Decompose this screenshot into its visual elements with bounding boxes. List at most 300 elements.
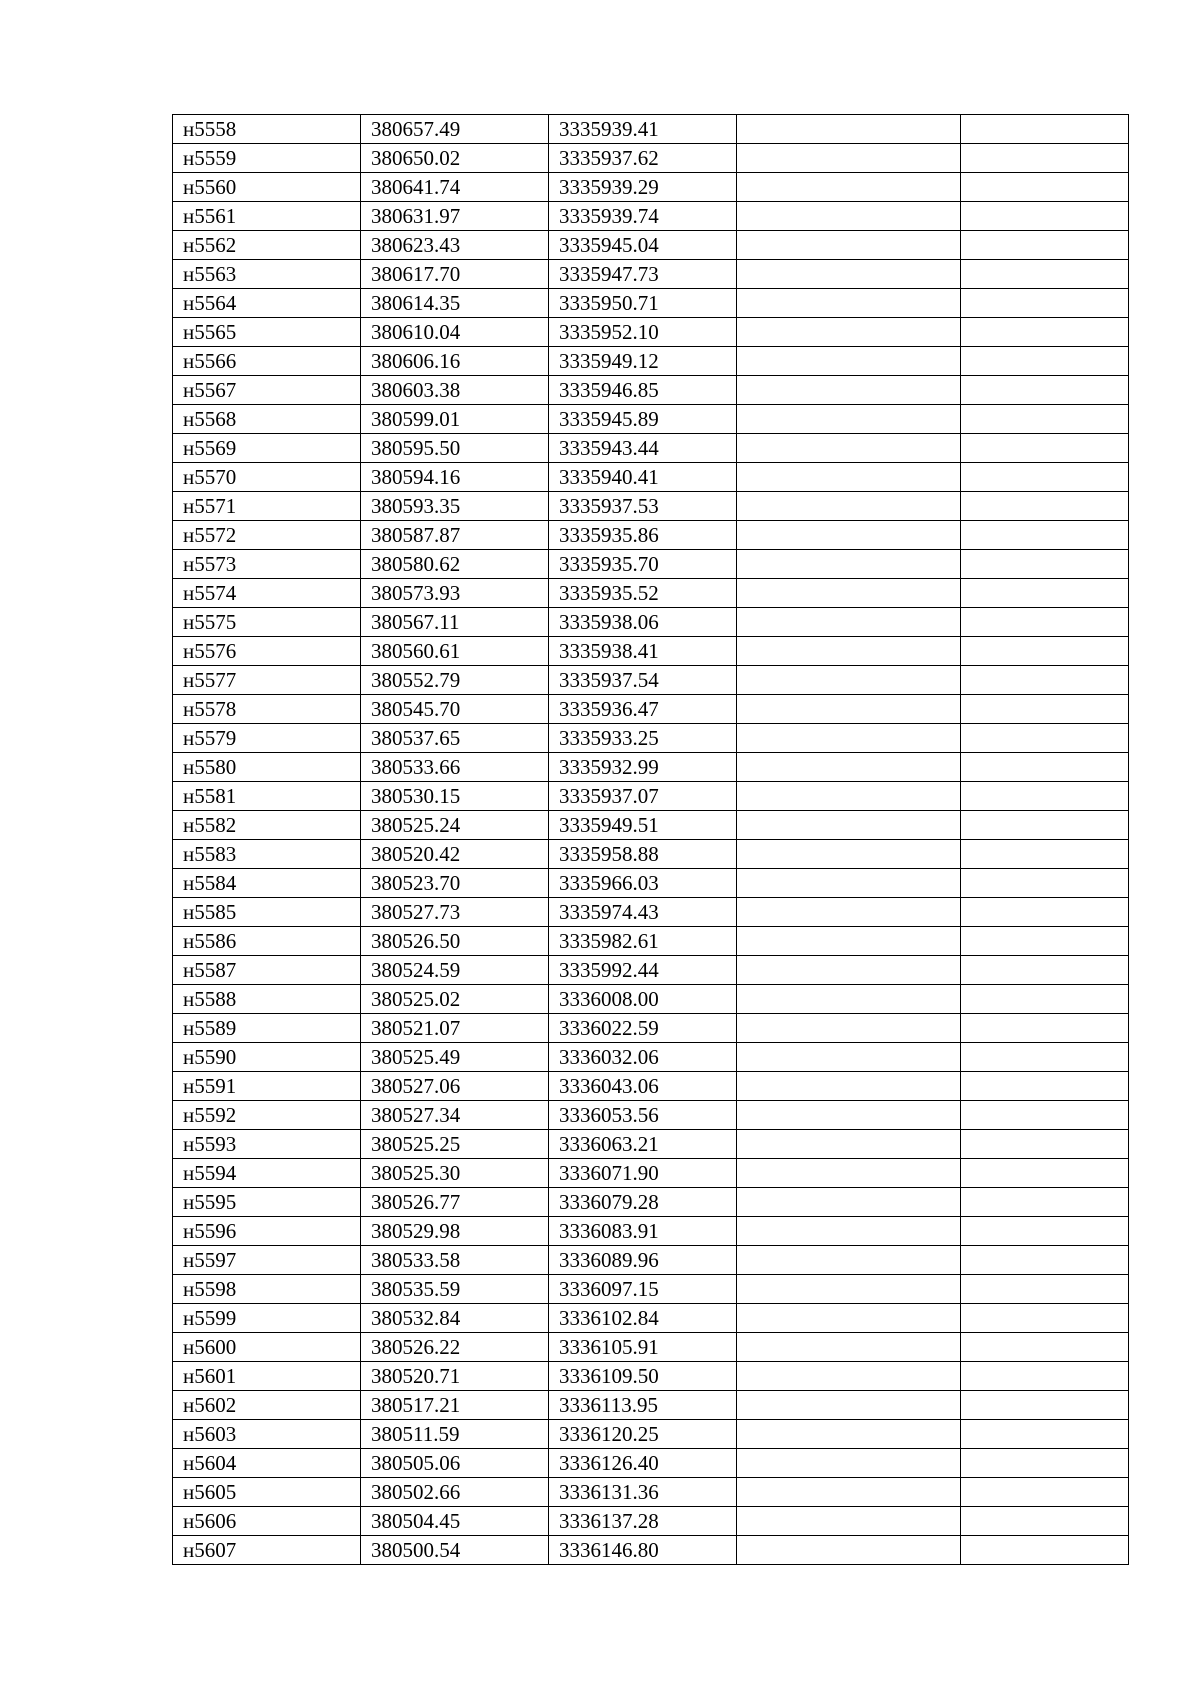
point-name-cell: н5582 [173,811,361,840]
point-name-cell: н5561 [173,202,361,231]
empty-cell-5 [961,173,1129,202]
point-name-cell: н5558 [173,115,361,144]
table-row [173,1304,1129,1333]
y-coordinate-cell: 3335937.62 [549,144,737,173]
x-coordinate-cell: 380526.22 [361,1333,549,1362]
point-name-cell: н5578 [173,695,361,724]
empty-cell-4 [737,1043,961,1072]
empty-cell-4 [737,927,961,956]
empty-cell-5 [961,1333,1129,1362]
table-row [173,1188,1129,1217]
empty-cell-5 [961,1391,1129,1420]
empty-cell-5 [961,840,1129,869]
point-name-cell: н5593 [173,1130,361,1159]
point-name-cell: н5590 [173,1043,361,1072]
table-row [173,173,1129,202]
point-name-cell: н5594 [173,1159,361,1188]
x-coordinate-cell: 380529.98 [361,1217,549,1246]
x-coordinate-cell: 380530.15 [361,782,549,811]
y-coordinate-cell: 3335939.74 [549,202,737,231]
empty-cell-5 [961,753,1129,782]
point-name-cell: н5607 [173,1536,361,1565]
empty-cell-4 [737,1333,961,1362]
point-name-cell: н5605 [173,1478,361,1507]
y-coordinate-cell: 3335943.44 [549,434,737,463]
empty-cell-5 [961,579,1129,608]
empty-cell-4 [737,115,961,144]
empty-cell-4 [737,637,961,666]
coordinates-table-body [173,115,1129,1565]
x-coordinate-cell: 380580.62 [361,550,549,579]
y-coordinate-cell: 3335982.61 [549,927,737,956]
empty-cell-5 [961,1130,1129,1159]
y-coordinate-cell: 3336043.06 [549,1072,737,1101]
empty-cell-4 [737,1101,961,1130]
y-coordinate-cell: 3335938.41 [549,637,737,666]
point-name-cell: н5562 [173,231,361,260]
x-coordinate-cell: 380535.59 [361,1275,549,1304]
empty-cell-5 [961,811,1129,840]
x-coordinate-cell: 380552.79 [361,666,549,695]
point-name-cell: н5571 [173,492,361,521]
x-coordinate-cell: 380520.42 [361,840,549,869]
point-name-cell: н5591 [173,1072,361,1101]
table-row [173,434,1129,463]
empty-cell-5 [961,1072,1129,1101]
empty-cell-4 [737,1130,961,1159]
y-coordinate-cell: 3336089.96 [549,1246,737,1275]
x-coordinate-cell: 380502.66 [361,1478,549,1507]
table-row [173,405,1129,434]
y-coordinate-cell: 3335950.71 [549,289,737,318]
table-row [173,782,1129,811]
empty-cell-5 [961,231,1129,260]
empty-cell-4 [737,1304,961,1333]
empty-cell-5 [961,144,1129,173]
x-coordinate-cell: 380527.34 [361,1101,549,1130]
empty-cell-5 [961,1159,1129,1188]
empty-cell-5 [961,318,1129,347]
empty-cell-4 [737,666,961,695]
x-coordinate-cell: 380567.11 [361,608,549,637]
table-row [173,347,1129,376]
table-row [173,521,1129,550]
x-coordinate-cell: 380525.25 [361,1130,549,1159]
empty-cell-4 [737,898,961,927]
table-row [173,1217,1129,1246]
point-name-cell: н5560 [173,173,361,202]
coordinates-table [172,114,1129,1565]
empty-cell-5 [961,492,1129,521]
y-coordinate-cell: 3336063.21 [549,1130,737,1159]
y-coordinate-cell: 3335938.06 [549,608,737,637]
empty-cell-5 [961,260,1129,289]
empty-cell-4 [737,840,961,869]
x-coordinate-cell: 380593.35 [361,492,549,521]
empty-cell-5 [961,434,1129,463]
empty-cell-4 [737,347,961,376]
x-coordinate-cell: 380603.38 [361,376,549,405]
point-name-cell: н5559 [173,144,361,173]
table-row [173,840,1129,869]
point-name-cell: н5588 [173,985,361,1014]
y-coordinate-cell: 3335947.73 [549,260,737,289]
empty-cell-5 [961,1217,1129,1246]
empty-cell-5 [961,869,1129,898]
empty-cell-5 [961,521,1129,550]
x-coordinate-cell: 380537.65 [361,724,549,753]
empty-cell-4 [737,260,961,289]
y-coordinate-cell: 3335935.70 [549,550,737,579]
table-row [173,1449,1129,1478]
empty-cell-4 [737,579,961,608]
empty-cell-5 [961,1478,1129,1507]
point-name-cell: н5587 [173,956,361,985]
empty-cell-5 [961,1188,1129,1217]
empty-cell-4 [737,1246,961,1275]
point-name-cell: н5601 [173,1362,361,1391]
empty-cell-4 [737,811,961,840]
x-coordinate-cell: 380650.02 [361,144,549,173]
point-name-cell: н5563 [173,260,361,289]
empty-cell-4 [737,405,961,434]
y-coordinate-cell: 3336008.00 [549,985,737,1014]
table-row [173,202,1129,231]
empty-cell-4 [737,231,961,260]
x-coordinate-cell: 380525.24 [361,811,549,840]
table-row [173,1130,1129,1159]
empty-cell-5 [961,608,1129,637]
table-row [173,898,1129,927]
x-coordinate-cell: 380614.35 [361,289,549,318]
empty-cell-5 [961,1043,1129,1072]
table-row [173,318,1129,347]
empty-cell-5 [961,666,1129,695]
empty-cell-4 [737,1188,961,1217]
y-coordinate-cell: 3335935.52 [549,579,737,608]
empty-cell-4 [737,782,961,811]
y-coordinate-cell: 3335940.41 [549,463,737,492]
point-name-cell: н5566 [173,347,361,376]
point-name-cell: н5596 [173,1217,361,1246]
y-coordinate-cell: 3335935.86 [549,521,737,550]
y-coordinate-cell: 3335939.41 [549,115,737,144]
empty-cell-5 [961,405,1129,434]
empty-cell-4 [737,753,961,782]
point-name-cell: н5602 [173,1391,361,1420]
point-name-cell: н5595 [173,1188,361,1217]
x-coordinate-cell: 380573.93 [361,579,549,608]
x-coordinate-cell: 380641.74 [361,173,549,202]
point-name-cell: н5575 [173,608,361,637]
empty-cell-4 [737,1449,961,1478]
y-coordinate-cell: 3335937.53 [549,492,737,521]
table-row [173,753,1129,782]
table-row [173,1014,1129,1043]
empty-cell-4 [737,1159,961,1188]
x-coordinate-cell: 380623.43 [361,231,549,260]
empty-cell-4 [737,463,961,492]
point-name-cell: н5572 [173,521,361,550]
empty-cell-5 [961,637,1129,666]
table-row [173,985,1129,1014]
x-coordinate-cell: 380587.87 [361,521,549,550]
empty-cell-5 [961,1246,1129,1275]
y-coordinate-cell: 3335945.04 [549,231,737,260]
table-row [173,1101,1129,1130]
table-row [173,1362,1129,1391]
point-name-cell: н5603 [173,1420,361,1449]
x-coordinate-cell: 380511.59 [361,1420,549,1449]
empty-cell-5 [961,376,1129,405]
y-coordinate-cell: 3336131.36 [549,1478,737,1507]
x-coordinate-cell: 380610.04 [361,318,549,347]
y-coordinate-cell: 3336079.28 [549,1188,737,1217]
y-coordinate-cell: 3336113.95 [549,1391,737,1420]
empty-cell-5 [961,1014,1129,1043]
x-coordinate-cell: 380525.49 [361,1043,549,1072]
point-name-cell: н5589 [173,1014,361,1043]
x-coordinate-cell: 380521.07 [361,1014,549,1043]
x-coordinate-cell: 380606.16 [361,347,549,376]
empty-cell-5 [961,782,1129,811]
table-row [173,1072,1129,1101]
table-row [173,956,1129,985]
empty-cell-4 [737,724,961,753]
y-coordinate-cell: 3335974.43 [549,898,737,927]
y-coordinate-cell: 3335939.29 [549,173,737,202]
empty-cell-4 [737,695,961,724]
point-name-cell: н5580 [173,753,361,782]
table-row [173,666,1129,695]
empty-cell-4 [737,434,961,463]
point-name-cell: н5576 [173,637,361,666]
table-row [173,1536,1129,1565]
x-coordinate-cell: 380526.77 [361,1188,549,1217]
table-row [173,1420,1129,1449]
empty-cell-4 [737,1478,961,1507]
empty-cell-4 [737,521,961,550]
point-name-cell: н5600 [173,1333,361,1362]
point-name-cell: н5565 [173,318,361,347]
x-coordinate-cell: 380527.73 [361,898,549,927]
point-name-cell: н5569 [173,434,361,463]
y-coordinate-cell: 3335932.99 [549,753,737,782]
table-row [173,1043,1129,1072]
y-coordinate-cell: 3336126.40 [549,1449,737,1478]
point-name-cell: н5568 [173,405,361,434]
empty-cell-5 [961,985,1129,1014]
y-coordinate-cell: 3336083.91 [549,1217,737,1246]
table-row [173,1478,1129,1507]
x-coordinate-cell: 380525.30 [361,1159,549,1188]
point-name-cell: н5586 [173,927,361,956]
y-coordinate-cell: 3336109.50 [549,1362,737,1391]
point-name-cell: н5574 [173,579,361,608]
empty-cell-4 [737,318,961,347]
table-row [173,1333,1129,1362]
empty-cell-4 [737,1507,961,1536]
empty-cell-4 [737,1420,961,1449]
empty-cell-5 [961,1420,1129,1449]
empty-cell-5 [961,1304,1129,1333]
table-row [173,1246,1129,1275]
x-coordinate-cell: 380526.50 [361,927,549,956]
table-row [173,811,1129,840]
x-coordinate-cell: 380517.21 [361,1391,549,1420]
empty-cell-5 [961,695,1129,724]
empty-cell-5 [961,202,1129,231]
empty-cell-4 [737,492,961,521]
empty-cell-5 [961,1362,1129,1391]
table-row [173,376,1129,405]
y-coordinate-cell: 3335952.10 [549,318,737,347]
table-row [173,115,1129,144]
y-coordinate-cell: 3335936.47 [549,695,737,724]
x-coordinate-cell: 380504.45 [361,1507,549,1536]
table-row [173,550,1129,579]
empty-cell-4 [737,869,961,898]
empty-cell-4 [737,1014,961,1043]
empty-cell-4 [737,1275,961,1304]
empty-cell-4 [737,1072,961,1101]
point-name-cell: н5570 [173,463,361,492]
table-row [173,724,1129,753]
empty-cell-5 [961,115,1129,144]
point-name-cell: н5592 [173,1101,361,1130]
y-coordinate-cell: 3336120.25 [549,1420,737,1449]
y-coordinate-cell: 3335992.44 [549,956,737,985]
point-name-cell: н5579 [173,724,361,753]
empty-cell-5 [961,898,1129,927]
y-coordinate-cell: 3336146.80 [549,1536,737,1565]
empty-cell-4 [737,1536,961,1565]
table-row [173,579,1129,608]
table-row [173,637,1129,666]
empty-cell-4 [737,202,961,231]
point-name-cell: н5577 [173,666,361,695]
x-coordinate-cell: 380617.70 [361,260,549,289]
empty-cell-4 [737,144,961,173]
point-name-cell: н5583 [173,840,361,869]
empty-cell-4 [737,289,961,318]
table-row [173,869,1129,898]
x-coordinate-cell: 380527.06 [361,1072,549,1101]
empty-cell-5 [961,956,1129,985]
x-coordinate-cell: 380524.59 [361,956,549,985]
table-row [173,144,1129,173]
x-coordinate-cell: 380520.71 [361,1362,549,1391]
empty-cell-5 [961,1536,1129,1565]
y-coordinate-cell: 3335949.51 [549,811,737,840]
x-coordinate-cell: 380533.58 [361,1246,549,1275]
empty-cell-4 [737,1362,961,1391]
x-coordinate-cell: 380545.70 [361,695,549,724]
empty-cell-5 [961,1449,1129,1478]
x-coordinate-cell: 380500.54 [361,1536,549,1565]
y-coordinate-cell: 3336137.28 [549,1507,737,1536]
empty-cell-4 [737,550,961,579]
x-coordinate-cell: 380594.16 [361,463,549,492]
y-coordinate-cell: 3336105.91 [549,1333,737,1362]
table-row [173,695,1129,724]
point-name-cell: н5573 [173,550,361,579]
y-coordinate-cell: 3336032.06 [549,1043,737,1072]
y-coordinate-cell: 3335945.89 [549,405,737,434]
empty-cell-5 [961,927,1129,956]
point-name-cell: н5598 [173,1275,361,1304]
x-coordinate-cell: 380657.49 [361,115,549,144]
table-row [173,1391,1129,1420]
empty-cell-4 [737,376,961,405]
table-row [173,1275,1129,1304]
empty-cell-5 [961,347,1129,376]
y-coordinate-cell: 3335946.85 [549,376,737,405]
point-name-cell: н5599 [173,1304,361,1333]
y-coordinate-cell: 3336102.84 [549,1304,737,1333]
y-coordinate-cell: 3335949.12 [549,347,737,376]
table-row [173,1507,1129,1536]
empty-cell-5 [961,1507,1129,1536]
x-coordinate-cell: 380532.84 [361,1304,549,1333]
empty-cell-5 [961,1275,1129,1304]
x-coordinate-cell: 380595.50 [361,434,549,463]
table-row [173,463,1129,492]
empty-cell-5 [961,289,1129,318]
empty-cell-4 [737,173,961,202]
point-name-cell: н5585 [173,898,361,927]
y-coordinate-cell: 3335933.25 [549,724,737,753]
empty-cell-4 [737,1391,961,1420]
x-coordinate-cell: 380525.02 [361,985,549,1014]
empty-cell-4 [737,985,961,1014]
table-row [173,260,1129,289]
table-row [173,608,1129,637]
y-coordinate-cell: 3336022.59 [549,1014,737,1043]
x-coordinate-cell: 380505.06 [361,1449,549,1478]
x-coordinate-cell: 380599.01 [361,405,549,434]
table-row [173,289,1129,318]
table-row [173,492,1129,521]
table-row [173,1159,1129,1188]
x-coordinate-cell: 380560.61 [361,637,549,666]
empty-cell-4 [737,608,961,637]
empty-cell-5 [961,550,1129,579]
y-coordinate-cell: 3336097.15 [549,1275,737,1304]
point-name-cell: н5567 [173,376,361,405]
point-name-cell: н5584 [173,869,361,898]
y-coordinate-cell: 3335937.07 [549,782,737,811]
y-coordinate-cell: 3335958.88 [549,840,737,869]
point-name-cell: н5604 [173,1449,361,1478]
table-row [173,927,1129,956]
empty-cell-5 [961,463,1129,492]
point-name-cell: н5564 [173,289,361,318]
x-coordinate-cell: 380631.97 [361,202,549,231]
y-coordinate-cell: 3336071.90 [549,1159,737,1188]
empty-cell-4 [737,1217,961,1246]
y-coordinate-cell: 3335937.54 [549,666,737,695]
empty-cell-4 [737,956,961,985]
table-row [173,231,1129,260]
point-name-cell: н5581 [173,782,361,811]
x-coordinate-cell: 380523.70 [361,869,549,898]
y-coordinate-cell: 3336053.56 [549,1101,737,1130]
empty-cell-5 [961,724,1129,753]
y-coordinate-cell: 3335966.03 [549,869,737,898]
empty-cell-5 [961,1101,1129,1130]
point-name-cell: н5606 [173,1507,361,1536]
